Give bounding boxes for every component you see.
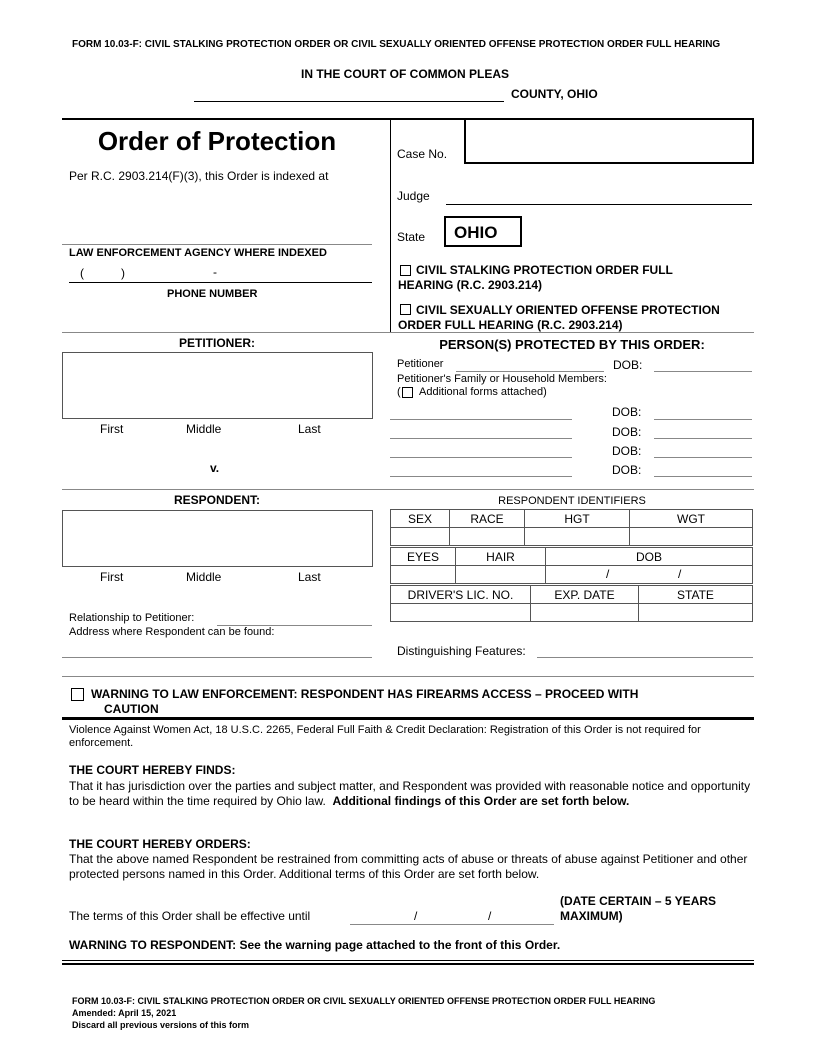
warning-bottom-rule: [62, 717, 754, 720]
dob-cell[interactable]: [546, 566, 753, 584]
sex-header: SEX: [391, 510, 450, 528]
firearms-warning-2: CAUTION: [104, 702, 159, 716]
effective-date-field[interactable]: [350, 924, 554, 925]
protected-petitioner-dob-label: DOB:: [613, 358, 643, 372]
state-label: State: [397, 230, 426, 244]
hgt-header: HGT: [525, 510, 630, 528]
family-member-4-dob-field[interactable]: [654, 476, 752, 477]
wgt-cell[interactable]: [630, 528, 753, 546]
petitioner-first-label: First: [100, 422, 124, 436]
respondent-middle-label: Middle: [186, 570, 222, 584]
respondent-name-box[interactable]: [62, 510, 373, 567]
family-member-2-dob-label: DOB:: [612, 425, 642, 439]
respondent-heading: RESPONDENT:: [173, 493, 260, 507]
phone-label: PHONE NUMBER: [167, 288, 258, 300]
protected-petitioner-field[interactable]: [456, 371, 604, 372]
stalking-label: CIVIL STALKING PROTECTION ORDER FULL HEARING (R.C. 2903.214): [398, 263, 673, 292]
effective-note: (DATE CERTAIN – 5 YEARS MAXIMUM): [560, 894, 717, 923]
lic-state-header: STATE: [639, 586, 753, 604]
phone-dash: -: [213, 265, 217, 279]
vawa-text: Violence Against Women Act, 18 U.S.C. 2265, Federal Full Faith & Credit Declaration: Registration of this Order is not required for enforcement.: [69, 724, 701, 749]
warning-rule: [62, 676, 754, 677]
hgt-cell[interactable]: [525, 528, 630, 546]
family-member-1-field[interactable]: [390, 419, 572, 420]
county-field[interactable]: [194, 101, 504, 102]
identifiers-heading: RESPONDENT IDENTIFIERS: [498, 495, 646, 507]
footer-discard: Discard all previous versions of this form: [72, 1020, 250, 1030]
case-label: Case No.: [397, 147, 448, 161]
orders-heading: THE COURT HEREBY ORDERS:: [69, 837, 251, 851]
finds-text-body: That it has jurisdiction over the parties and subject matter, and Respondent was provided with reasonable notice and opportunity to be heard within the time required by Ohio law.: [69, 779, 751, 808]
hair-header: HAIR: [456, 548, 546, 566]
versus-label: v.: [210, 461, 220, 475]
identifiers-table-2: [390, 547, 753, 584]
address-label: Address where Respondent can be found:: [69, 626, 275, 638]
family-member-1-dob-label: DOB:: [612, 405, 642, 419]
finds-text: [69, 779, 753, 809]
drivers-lic-header: DRIVER'S LIC. NO.: [391, 586, 531, 604]
protected-heading: PERSON(S) PROTECTED BY THIS ORDER:: [439, 337, 705, 352]
bottom-rule-1: [62, 960, 754, 961]
race-header: RACE: [450, 510, 525, 528]
distinguishing-label: Distinguishing Features:: [397, 644, 526, 658]
form-title: FORM 10.03-F: CIVIL STALKING PROTECTION ORDER OR CIVIL SEXUALLY ORIENTED OFFENSE PROTECTION ORDER FULL HEARING: [72, 39, 721, 50]
firearms-checkbox[interactable]: [71, 688, 84, 701]
effective-label: The terms of this Order shall be effective until: [69, 909, 311, 923]
additional-forms-checkbox[interactable]: [402, 387, 413, 398]
hair-cell[interactable]: [456, 566, 546, 584]
county-label: COUNTY, OHIO: [511, 87, 598, 101]
drivers-lic-cell[interactable]: [391, 604, 531, 622]
eyes-header: EYES: [391, 548, 456, 566]
effective-slash-1: /: [414, 909, 418, 923]
additional-forms-label: Additional forms attached): [419, 386, 547, 398]
bottom-rule-2: [62, 963, 754, 965]
respondent-first-label: First: [100, 570, 124, 584]
footer-form: FORM 10.03-F: CIVIL STALKING PROTECTION ORDER OR CIVIL SEXUALLY ORIENTED OFFENSE PROTECTION ORDER FULL HEARING: [72, 996, 656, 1006]
petitioner-last-label: Last: [298, 422, 321, 436]
family-member-3-dob-field[interactable]: [654, 457, 752, 458]
respondent-last-label: Last: [298, 570, 321, 584]
protected-petitioner-label: Petitioner: [397, 358, 444, 370]
additional-paren: (: [397, 386, 401, 398]
firearms-warning: WARNING TO LAW ENFORCEMENT: RESPONDENT HAS FIREARMS ACCESS – PROCEED WITH: [91, 687, 639, 701]
indexed-text: Per R.C. 2903.214(F)(3), this Order is indexed at: [69, 169, 329, 183]
exp-date-cell[interactable]: [531, 604, 639, 622]
distinguishing-field[interactable]: [537, 657, 753, 658]
dob-header: DOB: [546, 548, 753, 566]
indexed-line: [62, 244, 372, 245]
court-name: IN THE COURT OF COMMON PLEAS: [301, 67, 509, 81]
page-title: Order of Protection: [97, 126, 337, 156]
family-member-4-dob-label: DOB:: [612, 463, 642, 477]
family-label: Petitioner's Family or Household Members:: [397, 373, 607, 385]
lic-state-cell[interactable]: [639, 604, 753, 622]
family-member-1-dob-field[interactable]: [654, 419, 752, 420]
agency-label: LAW ENFORCEMENT AGENCY WHERE INDEXED: [69, 247, 327, 259]
dob-slash-2: /: [678, 567, 682, 581]
family-member-2-dob-field[interactable]: [654, 438, 752, 439]
identifiers-table-1: [390, 509, 753, 546]
family-member-3-field[interactable]: [390, 457, 572, 458]
address-field[interactable]: [62, 657, 372, 658]
wgt-header: WGT: [630, 510, 753, 528]
footer-amended: Amended: April 15, 2021: [72, 1008, 177, 1018]
respondent-rule: [62, 489, 754, 490]
relationship-label: Relationship to Petitioner:: [69, 612, 195, 624]
sexual-offense-label: CIVIL SEXUALLY ORIENTED OFFENSE PROTECTION ORDER FULL HEARING (R.C. 2903.214): [398, 303, 720, 332]
case-number-field[interactable]: [464, 118, 754, 164]
exp-date-header: EXP. DATE: [531, 586, 639, 604]
state-box: [444, 216, 522, 247]
sex-cell[interactable]: [391, 528, 450, 546]
section-rule: [62, 332, 754, 333]
family-member-3-dob-label: DOB:: [612, 444, 642, 458]
dob-slash-1: /: [606, 567, 610, 581]
judge-label: Judge: [397, 189, 430, 203]
identifiers-table-3: [390, 585, 753, 622]
petitioner-heading: PETITIONER:: [178, 336, 255, 350]
finds-text-bold: Additional findings of this Order are set forth below.: [332, 794, 630, 808]
judge-field[interactable]: [446, 204, 752, 205]
column-divider: [390, 118, 391, 332]
state-value: OHIO: [454, 223, 498, 242]
phone-paren-close: ): [121, 266, 125, 280]
finds-heading: THE COURT HEREBY FINDS:: [69, 763, 236, 777]
orders-text: That the above named Respondent be restrained from committing acts of abuse or threats of abuse against Petitioner and other protected persons named in this Order. Additional terms of this Order are set forth below.: [69, 852, 748, 881]
effective-slash-2: /: [488, 909, 492, 923]
eyes-cell[interactable]: [391, 566, 456, 584]
family-member-4-field[interactable]: [390, 476, 572, 477]
phone-field[interactable]: [69, 282, 372, 283]
protected-petitioner-dob-field[interactable]: [654, 371, 752, 372]
petitioner-middle-label: Middle: [186, 422, 222, 436]
phone-paren-open: (: [80, 266, 84, 280]
family-member-2-field[interactable]: [390, 438, 572, 439]
race-cell[interactable]: [450, 528, 525, 546]
respondent-warning: WARNING TO RESPONDENT: See the warning page attached to the front of this Order.: [69, 938, 561, 952]
petitioner-name-box[interactable]: [62, 352, 373, 419]
